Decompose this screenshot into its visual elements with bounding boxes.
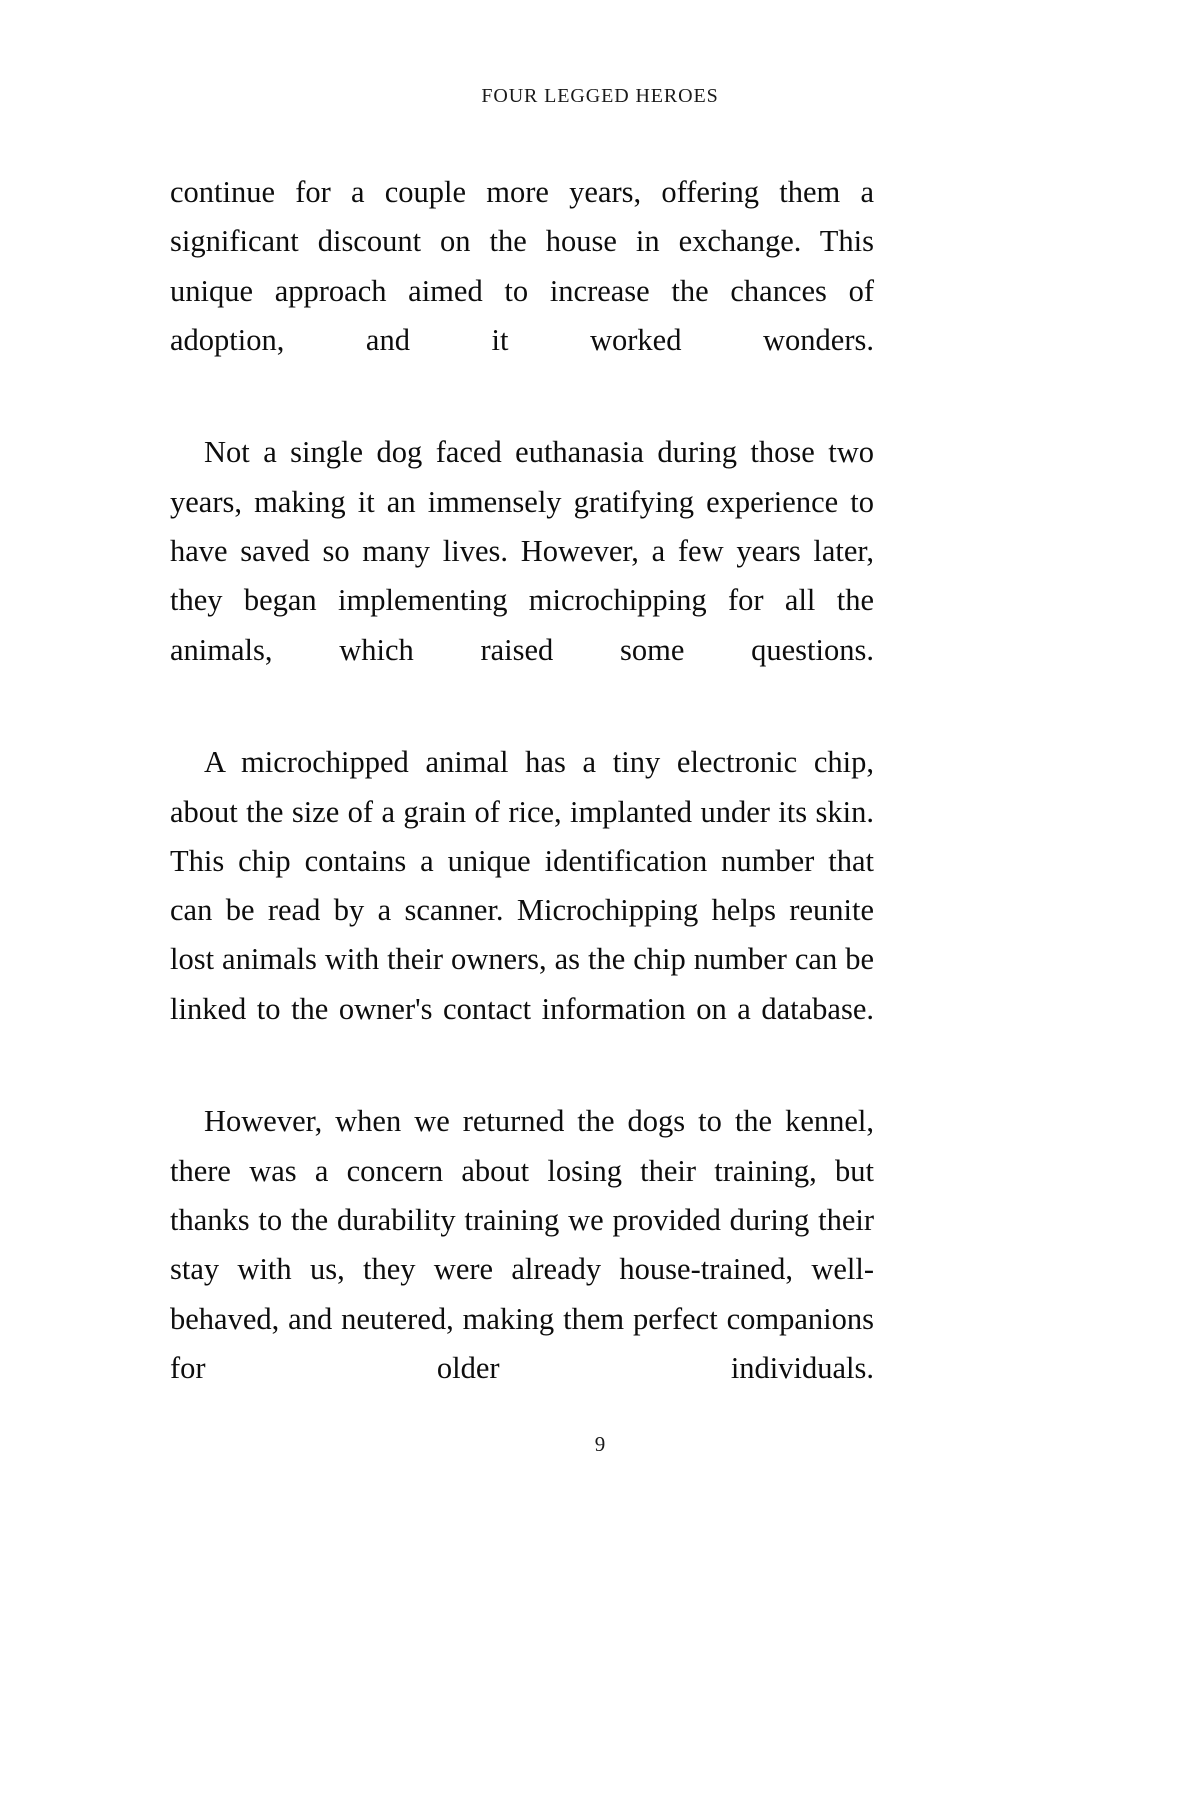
- body-paragraph: continue for a couple more years, offering them a significant discount on the house in exchange. This unique approach aimed to increase the chances of adoption, and it worked wonders.: [170, 175, 874, 357]
- body-paragraph: A microchipped animal has a tiny electronic chip, about the size of a grain of rice, implanted under its skin. This chip contains a unique identification number that can be read by a scanner. Microchipping helps reunite lost animals with their owners, as the chip number can be linked to the owner's contact information on a database.: [170, 745, 874, 1026]
- body-paragraph: Not a single dog faced euthanasia during those two years, making it an immensely gratifying experience to have saved so many lives. However, a few years later, they began implementing microchipping for all the animals, which raised some questions.: [170, 435, 874, 667]
- body-paragraph: However, when we returned the dogs to the kennel, there was a concern about losing their training, but thanks to the durability training we provided during their stay with us, they were already house-trained, well-behaved, and neutered, making them perfect companions for older individuals.: [170, 1104, 874, 1385]
- running-head: FOUR LEGGED HEROES: [481, 85, 719, 107]
- body-text-column: [170, 168, 874, 1442]
- page-number: 9: [594, 1432, 606, 1456]
